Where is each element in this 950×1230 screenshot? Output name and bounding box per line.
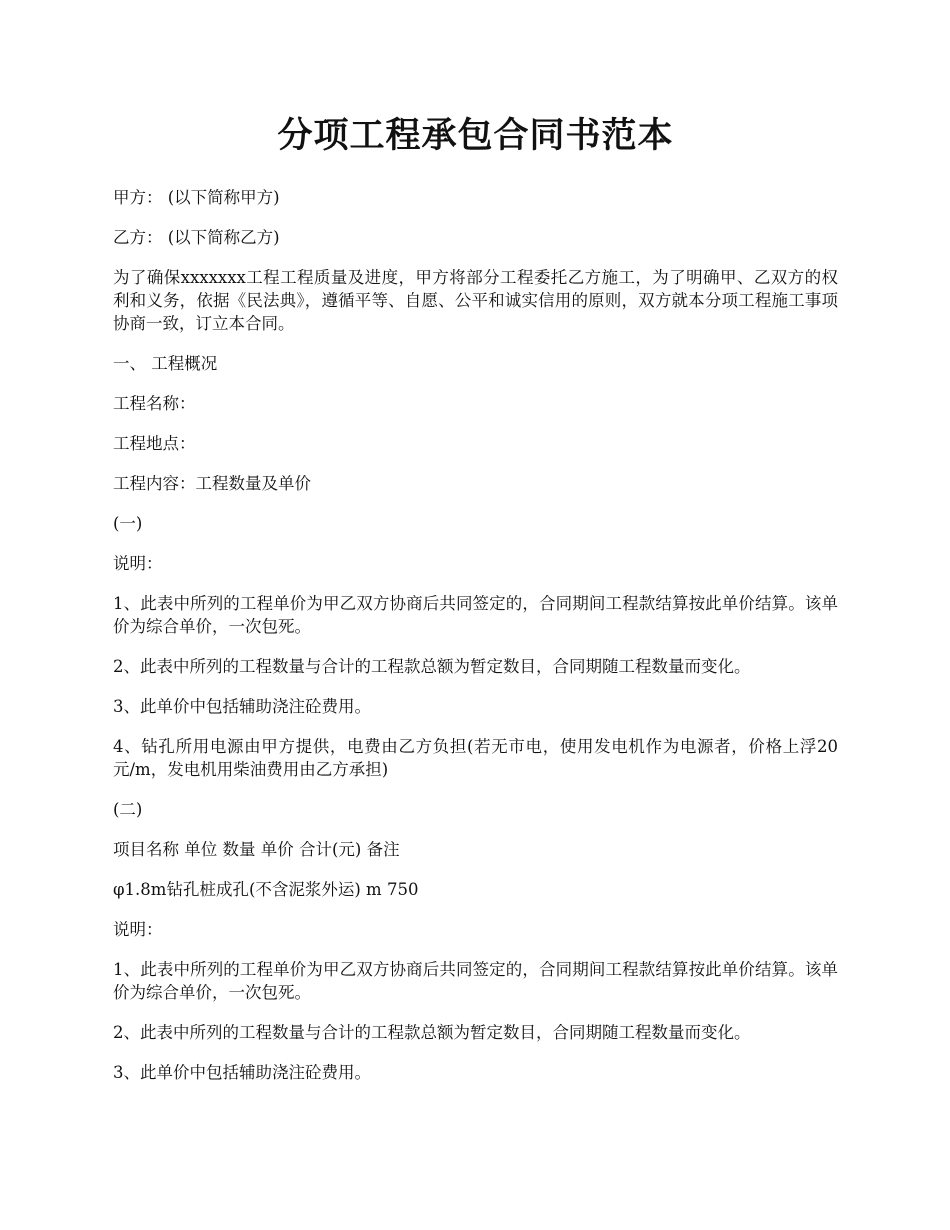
note-item-2: 2、此表中所列的工程数量与合计的工程款总额为暂定数目，合同期随工程数量而变化。	[113, 657, 751, 676]
notes-label: 说明：	[113, 554, 163, 573]
party-b-line: 乙方： (以下简称乙方)	[113, 228, 280, 247]
document-title: 分项工程承包合同书范本	[277, 115, 674, 156]
project-name-line: 工程名称：	[113, 394, 196, 413]
note-item-3b: 3、此单价中包括辅助浇注砼费用。	[113, 1063, 371, 1082]
project-location-line: 工程地点：	[113, 434, 196, 453]
note-item-1: 1、此表中所列的工程单价为甲乙双方协商后共同签定的，合同期间工程款结算按此单价结算。该单价为综合单价，一次包死。	[113, 594, 838, 636]
table-row-line: φ1.8m钻孔桩成孔(不含泥浆外运) m 750	[113, 880, 419, 899]
project-content-line: 工程内容：工程数量及单价	[113, 474, 311, 493]
section-heading-overview: 一、 工程概况	[113, 354, 218, 373]
subsection-one-label: (一)	[113, 514, 143, 533]
party-a-line: 甲方： (以下简称甲方)	[113, 188, 280, 207]
subsection-two-label: (二)	[113, 800, 143, 819]
note-item-2b: 2、此表中所列的工程数量与合计的工程款总额为暂定数目，合同期随工程数量而变化。	[113, 1023, 751, 1042]
note-item-1b: 1、此表中所列的工程单价为甲乙双方协商后共同签定的，合同期间工程款结算按此单价结算。该单价为综合单价，一次包死。	[113, 960, 838, 1002]
note-item-4: 4、钻孔所用电源由甲方提供，电费由乙方负担(若无市电，使用发电机作为电源者，价格上浮20元/m，发电机用柴油费用由乙方承担)	[113, 737, 838, 779]
preamble-paragraph: 为了确保xxxxxxx工程工程质量及进度，甲方将部分工程委托乙方施工，为了明确甲、乙双方的权利和义务，依据《民法典》，遵循平等、自愿、公平和诚实信用的原则，双方就本分项工程施工事项协商一致，订立本合同。	[113, 268, 838, 333]
notes-label-2: 说明：	[113, 920, 163, 939]
table-header-line: 项目名称 单位 数量 单价 合计(元) 备注	[113, 840, 400, 859]
note-item-3: 3、此单价中包括辅助浇注砼费用。	[113, 697, 371, 716]
